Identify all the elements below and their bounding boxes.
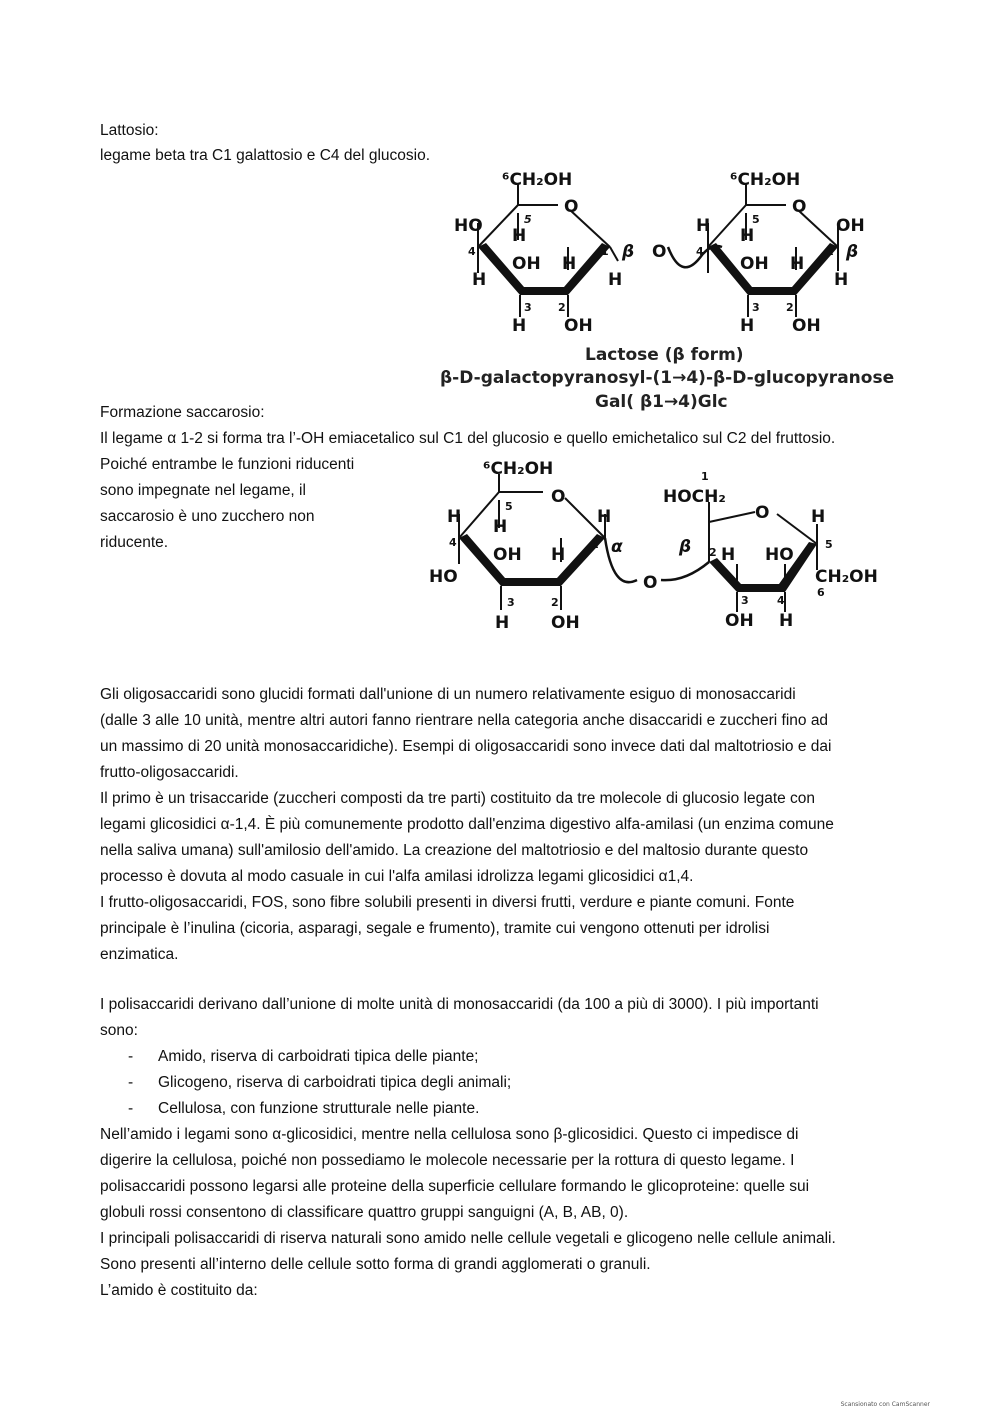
glucose-ring-oxygen: O (551, 487, 566, 507)
c5-h-label: H (512, 226, 527, 246)
sucrose-side-text-1: Poiché entrambe le funzioni riducenti (100, 456, 355, 473)
c4-ho-label: HO (454, 216, 483, 236)
fru-c1-number: 1 (701, 470, 709, 483)
fru-c3-oh-label: OH (725, 611, 754, 631)
poly-rest-line-1: Nell’amido i legami sono α-glicosidici, mentre nella cellulosa sono β-glicosidici. Questo ci impedisce di (100, 1126, 799, 1143)
glycosidic-oxygen: O (652, 242, 667, 262)
fru-c4-ho-label: HO (765, 545, 794, 565)
lactose-caption-iupac: β-D-galactopyranosyl-(1→4)-β-D-glucopyranose (440, 368, 895, 388)
oligo-line-2: (dalle 3 alle 10 unità, mentre altri autori fanno rientrare nella categoria anche disaccaridi e zuccheri fino ad (100, 712, 829, 729)
fru-c5-h-label: H (811, 507, 826, 527)
g-c4-h-label: H (696, 216, 711, 236)
glycosidic-oxygen: O (643, 573, 658, 593)
glc-c2-number: 2 (551, 596, 559, 609)
c4-number: 4 (468, 245, 476, 258)
list-item-cellulosa: Cellulosa, con funzione strutturale nelle piante. (158, 1100, 480, 1117)
poly-rest-line-3: polisaccaridi possono legarsi alle proteine della superficie cellulare formando le glicoproteine: quelle sui (100, 1178, 810, 1195)
oligo-line-6: legami glicosidici α-1,4. È più comunemente prodotto dall'enzima digestivo alfa-amilasi (un enzima comune (100, 816, 834, 833)
lactose-description: legame beta tra C1 galattosio e C4 del glucosio. (100, 147, 431, 164)
c2-number: 2 (558, 301, 566, 314)
g-c5-h-label: H (740, 226, 755, 246)
g-c1-h-label: H (834, 270, 849, 290)
beta-symbol: β (679, 537, 692, 557)
list-item-glicogeno: Glicogeno, riserva di carboidrati tipica degli animali; (158, 1074, 512, 1091)
glc-c4-ho-label: HO (429, 567, 458, 587)
oligo-line-9: I frutto-oligosaccaridi, FOS, sono fibre solubili presenti in diversi frutti, verdure e piante comuni. Fonte (100, 894, 795, 911)
glc-c5-number: 5 (505, 500, 513, 513)
lactose-caption-name: Lactose (β form) (585, 345, 744, 365)
glc-c1-number: 1 (591, 538, 599, 551)
sucrose-heading: Formazione saccarosio: (100, 404, 265, 421)
c3-h-label: H (512, 316, 527, 336)
fru-c3-h-label: H (721, 545, 736, 565)
g-c2-oh-label: OH (792, 316, 821, 336)
fru-c2-number: 2 (709, 546, 717, 559)
fru-c4-number: 4 (777, 594, 785, 607)
oligo-line-10: principale è l’inulina (cicoria, asparagi, segale e frumento), tramite cui vengono ottenuti per idrolisi (100, 920, 770, 937)
list-item-amido: Amido, riserva di carboidrati tipica delle piante; (158, 1048, 479, 1065)
sucrose-side-text-4: riducente. (100, 534, 169, 551)
sucrose-side-text-3: saccarosio è uno zucchero non (100, 508, 315, 525)
poly-rest-line-4: globuli rossi consentono di classificare quattro gruppi sanguigni (A, B, AB, 0). (100, 1204, 629, 1221)
oligo-line-4: frutto-oligosaccaridi. (100, 764, 239, 781)
fructose-ring-oxygen: O (755, 503, 770, 523)
poly-rest-line-6: Sono presenti all’interno delle cellule sotto forma di grandi agglomerati o granuli. (100, 1256, 651, 1273)
fru-ch2oh-label: CH₂OH (815, 567, 878, 587)
list-dash: - (128, 1074, 134, 1091)
list-dash: - (128, 1100, 134, 1117)
lactose-caption-short: Gal( β1→4)Glc (595, 392, 728, 412)
g-c5-number: 5 (752, 213, 760, 226)
glc-c3-oh-label: OH (493, 545, 522, 565)
glc-c5-h-label: H (493, 517, 508, 537)
poly-intro-line-1: I polisaccaridi derivano dall’unione di molte unità di monosaccaridi (da 100 a più di 3000). I più importanti (100, 996, 819, 1013)
fru-c5-number: 5 (825, 538, 833, 551)
c5-number: 5 (524, 213, 532, 226)
g-c3-number: 3 (752, 301, 760, 314)
g-c1-number: 1 (826, 245, 834, 258)
glc-c2-h-label: H (551, 545, 566, 565)
glc-c4-h-label: H (447, 507, 462, 527)
g-c4-number: 4 (696, 245, 704, 258)
poly-intro-line-2: sono: (100, 1022, 138, 1039)
glc-c3-h-label: H (495, 613, 510, 633)
galactose-ring-oxygen: O (564, 197, 579, 217)
g-beta-symbol: β (846, 242, 859, 262)
glucose-ch2oh-label: ⁶CH₂OH (730, 170, 801, 190)
c1-number: 1 (601, 245, 609, 258)
scanner-watermark: Scansionato con CamScanner (840, 1401, 930, 1408)
glucose-ch2oh-label: ⁶CH₂OH (483, 459, 554, 479)
list-dash: - (128, 1048, 134, 1065)
glucose-ring (708, 183, 838, 317)
g-c2-number: 2 (786, 301, 794, 314)
poly-rest-line-5: I principali polisaccaridi di riserva naturali sono amido nelle cellule vegetali e glicogeno nelle cellule animali. (100, 1230, 836, 1247)
sucrose-structure-diagram (425, 452, 895, 637)
c2-h-label: H (562, 254, 577, 274)
alpha-symbol: α (611, 537, 623, 557)
oligo-line-7: nella saliva umana) sull'amilosio dell'amido. La creazione del maltotriosio e del maltosio durante questo (100, 842, 809, 859)
glc-c1-h-label: H (597, 507, 612, 527)
c1-h-label: H (608, 270, 623, 290)
fru-c3-number: 3 (741, 594, 749, 607)
oligo-line-8: processo è dovuta al modo casuale in cui l'alfa amilasi idrolizza legami glicosidici α1,4. (100, 868, 694, 885)
glc-c2-oh-label: OH (551, 613, 580, 633)
glucose-ring-oxygen: O (792, 197, 807, 217)
glc-c4-number: 4 (449, 536, 457, 549)
glc-c3-number: 3 (507, 596, 515, 609)
sucrose-side-text-2: sono impegnate nel legame, il (100, 482, 306, 499)
c4-h-label: H (472, 270, 487, 290)
galactose-ch2oh-label: ⁶CH₂OH (502, 170, 573, 190)
poly-rest-line-2: digerire la cellulosa, poiché non possediamo le molecole necessarie per la rottura di questo legame. I (100, 1152, 795, 1169)
g-c1-oh-label: OH (836, 216, 865, 236)
c2-oh-label: OH (564, 316, 593, 336)
g-c3-h-label: H (740, 316, 755, 336)
c3-oh-label: OH (512, 254, 541, 274)
lactose-structure-diagram (440, 165, 880, 340)
oligo-line-1: Gli oligosaccaridi sono glucidi formati dall'unione di un numero relativamente esiguo di monosaccaridi (100, 686, 796, 703)
oligo-line-3: un massimo di 20 unità monosaccaridiche). Esempi di oligosaccaridi sono invece dati dal maltotriosio e dai (100, 738, 832, 755)
fru-c6-number: 6 (817, 586, 825, 599)
poly-rest-line-7: L’amido è costituito da: (100, 1282, 258, 1299)
g-c2-h-label: H (790, 254, 805, 274)
galactose-ring (478, 183, 722, 317)
fru-hoch2-label: HOCH₂ (663, 487, 726, 507)
oligo-line-11: enzimatica. (100, 946, 179, 963)
oligo-line-5: Il primo è un trisaccaride (zuccheri composti da tre parti) costituito da tre molecole di glucosio legate con (100, 790, 816, 807)
beta-symbol: β (622, 242, 635, 262)
fru-c4-h-label: H (779, 611, 794, 631)
g-c3-oh-label: OH (740, 254, 769, 274)
lactose-heading: Lattosio: (100, 122, 159, 139)
c3-number: 3 (524, 301, 532, 314)
sucrose-description: Il legame α 1-2 si forma tra l’-OH emiacetalico sul C1 del glucosio e quello emichetalico sul C2 del fruttosio. (100, 430, 836, 447)
